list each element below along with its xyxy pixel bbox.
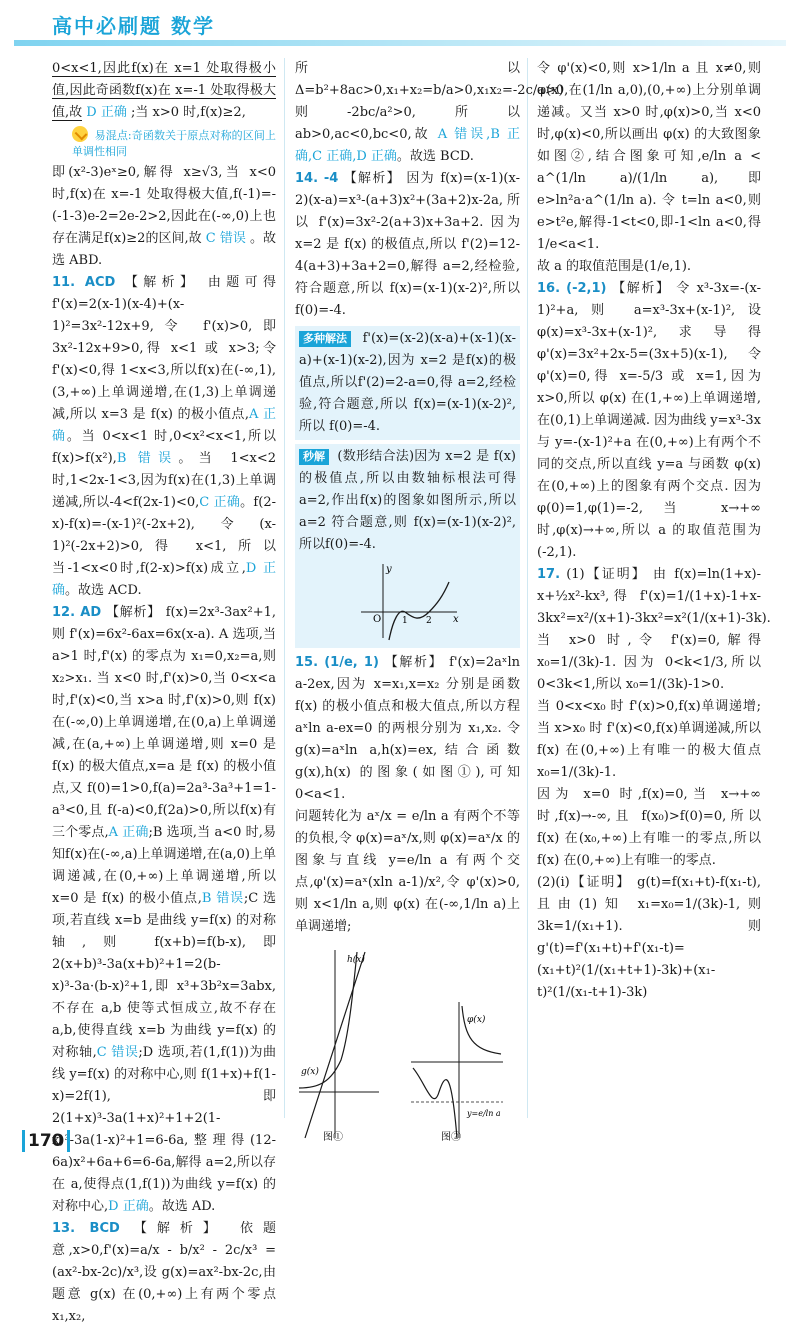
q15-paragraph-2: 问题转化为 aˣ/x = e/ln a 有两个不等的负根,令 φ(x)=aˣ/x,则 φ(x)=aˣ/x 的图象与直线 y=e/ln a 有两个交点,φ'(x)=aˣ(xln a-1)/x²,令 φ'(x)>0,则 x<1/ln a,则 φ(x) 在(-∞,1/ln a)上单调递增; [295,809,520,934]
analysis-label: 【解析】 [124,275,199,290]
proof-label: (2)(i)【证明】 [537,875,632,890]
page-header [14,6,786,54]
answer-tag: A 错误,B 正确,C 正确,D 正确 [295,127,520,164]
quick-method-badge: 秒解 [299,449,329,465]
q17-paragraph-2: 当 x>0 时,令 f'(x)=0,解得 x₀=1/(3k)-1. 因为 0<k<1/3,所以 0<3k<1,所以 x₀=1/(3k)-1>0. [537,633,761,692]
column-3 [537,58,771,1128]
quick-solution-box: 秒解 (数形结合法)因为 x=2 是 f(x) 的极值点,所以由数轴标根法可得 a=2,作出f(x)的图象如图所示,所以 a=2 符合题意,则 f(x)=(x-1)(x-2)²,所以f(0)=-4. y x O 1 2 [295,444,520,648]
q15-conclusion: 故 a 的取值范围是(1/e,1). [537,259,692,274]
answer-tag: D 正确 [86,105,127,120]
q11-solution: 11. ACD 【解析】 由题可得 f'(x)=2(x-1)(x-4)+(x-1)²=3x²-12x+9,令 f'(x)>0,即 3x²-12x+9>0,得 x<1 或 x>3;令 f'(x)<0,得 1<x<3,所以f(x)在(-∞,1),(3,+∞)上单调递增,在(1,3)上单调递减,所以 x=3 是 f(x) 的极小值点,A 正确。当 0<x<1 时,0<x²<x<1,所以 f(x)>f(x²),B 错误。当 1<x<2 时,1<2x-1<3,因为f(x)在(1,3)上单调递减,所以-4<f(2x-1)<0,C 正确。f(2-x)-f(x)=-(x-1)²(-2x+2),令(x-1)²(-2x+2)>0,得 x<1,所以当-1<x<0时,f(2-x)>f(x)成立,D 正确。故选 ACD. [52,275,277,598]
figure-1 [295,942,383,1142]
q15-solution: 15. (1/e, 1) 【解析】 f'(x)=2aˣln a-2ex,因为 x=x₁,x=x₂ 分别是函数 f(x) 的极小值点和极大值点,所以方程 aˣln a-ex=0 的两根分别为 x₁,x₂. 令 g(x)=aˣln a,h(x)=ex,结合函数 g(x),h(x) 的图象(如图①),可知 0<a<1. [295,655,520,802]
tick-label: 1 [401,616,408,626]
analysis-label: 【解析】 [384,655,444,670]
q17-part-2: (2)(i)【证明】 g(t)=f(x₁+t)-f(x₁-t),且由(1)知 x₁=x₀=1/(3k)-1,则 3k=1/(x₁+1). 则 g'(t)=f'(x₁+t)+f'(x₁-t)=(x₁+t)²(1/(x₁+t+1)-3k)+(x₁-t)²(1/(x₁-t+1)-3k) [537,875,761,1000]
q14-solution: 14. -4 【解析】 因为 f(x)=(x-1)(x-2)(x-a)=x³-(a+3)x²+(3a+2)x-2a,所以 f'(x)=3x²-2(a+3)x+3a+2. 因为 x=2 是 f(x) 的极值点,所以 f'(2)=12-4(a+3)+3a+2=0,解得 a=2,经检验,符合题意,所以 f(x)=(x-1)(x-2)²,所以 f(0)=-4. [295,171,521,318]
question-number: 17. [537,567,561,582]
question-number: 14. -4 [295,171,339,186]
analysis-label: 【解析】 [612,281,671,296]
axis-label-x: x [452,614,459,625]
column-divider [284,58,285,1118]
q10-paragraph-2: 即(x²-3)eˣ≥0,解得 x≥√3,当 x<0 时,f(x)在 x=-1 处取得极大值,f(-1)=-(-1-3)e-2=2e-2>2,因此在(-∞,0)上也存在满足f(x)≥2的区间,故 C 错误 。故选 ABD. [52,165,276,268]
answer-tag: C 错误 [96,1045,139,1060]
q17-paragraph-3: 当 0<x<x₀ 时 f'(x)>0,f(x)单调递增;当 x>x₀ 时 f'(x)<0,f(x)单调递减,所以 f(x) 在(0,+∞)上有唯一的极大值点 x₀=1/(3k)-1. [537,699,761,780]
function-curve [389,582,449,640]
phi-right-branch [462,1006,501,1054]
question-number: 12. AD [52,605,102,620]
line-label: y=e/ln a [467,1109,501,1118]
answer-tag: C 正确 [199,495,241,510]
h-label: h(x) [347,955,365,965]
q17-paragraph-4: 因为 x=0 时,f(x)=0,当 x→+∞ 时,f(x)→-∞,且 f(x₀)>f(0)=0,所以 f(x) 在(x₀,+∞)上有唯一的零点,所以 f(x) 在(0,+∞)上有唯一的零点. [537,787,761,868]
analysis-label: 【解析】 [133,1221,226,1236]
question-number: 15. (1/e, 1) [295,655,379,670]
g-label: g(x) [301,1067,319,1077]
figures-row [295,942,520,1152]
q10-continued: 0<x<1,因此f(x)在 x=1 处取得极小值,因此奇函数f(x)在 x=-1 处取得极大值,故 D 正确 ;当 x>0 时,f(x)≥2, [52,61,276,120]
column-1 [52,58,277,1324]
book-title: 高中必刷题 数学 [52,14,215,38]
alt-method-badge: 多种解法 [299,331,351,347]
q16-solution: 16. (-2,1) 【解析】 令 x³-3x=-(x-1)²+a,则 a=x³-3x+(x-1)²,设 φ(x)=x³-3x+(x-1)²,求导得 φ'(x)=3x²+2x-5=(3x+5)(x-1),令 φ'(x)=0,得 x=-5/3 或 x=1,因为 x>0,所以 φ(x) 在(1,+∞)上单调递增,在(0,1)上单调递减. 因为曲线 y=x³-3x 与 y=-(x-1)²+a 在(0,+∞)上有两个不同的交点,所以直线 y=a 与函数 φ(x) 在(0,+∞)上的图象有两个交点. 因为 φ(0)=1,φ(1)=-2,当 x→+∞ 时,φ(x)→+∞,所以 a 的取值范围为(-2,1). [537,281,761,560]
page-number: 170 [22,1130,70,1152]
question-number: 11. ACD [52,275,116,290]
q12-solution: 12. AD 【解析】 f(x)=2x³-3ax²+1,则 f'(x)=6x²-6ax=6x(x-a). A 选项,当 a>1 时,f'(x) 的零点为 x₁=0,x₂=a,则 x₂>x₁. 当 x<0 时,f'(x)>0,当 0<x<a 时,f'(x)<0,当 x>a 时,f'(x)>0,则 f(x) 在(-∞,0)上单调递增,在(0,a)上单调递减,在(a,+∞)上单调递增,则 x=0 是 f(x) 的极大值点,x=a 是 f(x) 的极小值点,又 f(0)=1>0,f(a)=2a³-3a³+1=1-a³<0,且 f(-a)<0,f(2a)>0,所以f(x)有三个零点,A 正确;B 选项,当 a<0 时,易知f(x)在(-∞,a)上单调递增,在(a,0)上单调递减,在(0,+∞)上单调递增,所以 x=0 是 f(x) 的极小值点,B 错误;C 选项,若直线 x=b 是曲线 y=f(x) 的对称轴,则 f(x+b)=f(b-x),即 2(x+b)³-3a(x+b)²+1=2(b-x)³-3a·(b-x)²+1,即 x³+3b²x=3abx,不存在 a,b 使等式恒成立,故不存在 a,b,使得直线 x=b 为曲线 y=f(x) 的对称轴,C 错误;D 选项,若(1,f(1))为曲线 y=f(x) 的对称中心,则 f(1+x)+f(1-x)=2f(1),即 2(1+x)³-3a(1+x)²+1+2(1-x)³-3a(1-x)²+1=6-6a,整理得(12-6a)x²+6a+6=6-6a,解得 a=2,所以存在 a,使得点(1,f(1))为曲线 y=f(x) 的对称中心,D 正确。故选 AD. [52,605,277,1214]
q15-continued: 令 φ'(x)<0,则 x>1/ln a 且 x≠0,则 φ(x) 在(1/ln a,0),(0,+∞)上分别单调递减。又当 x>0 时,φ(x)>0,当 x<0 时,φ(x)<0,所以画出 φ(x) 的大致图象如图②,结合图象可知,e/ln a < a^(1/ln a)/(1/ln a),即 e>ln²a·a^(1/ln a). 令 t=ln a<0,则 e>t²e,解得-1<t<0,即-1<ln a<0,得 1/e<a<1. [537,61,761,252]
proof-label: (1)【证明】 [566,567,647,582]
tip-icon [72,126,88,142]
figure-caption: 图① [323,1132,343,1143]
cubic-graph [353,560,463,642]
q13-solution: 13. BCD 【解析】 依题意,x>0,f'(x)=a/x - b/x² - 2c/x³ = (ax²-bx-2c)/x³,设 g(x)=ax²-bx-2c,由题意 g(x) 在(0,+∞)上有两个零点 x₁,x₂, [52,1221,276,1324]
analysis-label: 【解析】 [106,605,161,620]
tick-label: 2 [425,616,432,626]
q13-continued: 所以 Δ=b²+8ac>0,x₁+x₂=b/a>0,x₁x₂=-2c/a>0,则-2bc/a²>0,所以 ab>0,ac<0,bc<0,故 A 错误,B 正确,C 正确,D 正确。故选 BCD. [295,61,569,164]
analysis-label: 【解析】 [343,171,401,186]
header-decor-bar [14,40,786,46]
question-number: 16. (-2,1) [537,281,607,296]
phi-left-branch [413,1068,457,1138]
answer-tag: D 正确 [52,561,276,598]
figure-caption: 图② [441,1132,461,1143]
answer-tag: A 正确 [52,407,276,444]
phi-label: φ(x) [467,1015,486,1025]
figure-2 [407,942,507,1142]
answer-tag: B 错误 [116,451,179,466]
alternative-solution-box: 多种解法 f'(x)=(x-2)(x-a)+(x-1)(x-a)+(x-1)(x-2),因为 x=2 是f(x)的极值点,所以f'(2)=2-a=0,得 a=2,经检验,符合题意,所以 f(x)=(x-1)(x-2)²,所以 f(0)=-4. [295,326,520,440]
q17-solution: 17. (1)【证明】 由 f(x)=ln(1+x)-x+½x²-kx³,得 f'(x)=1/(1+x)-1+x-3kx²=x²/(x+1)-3kx²=x²(1/(x+1)-3k). [537,567,771,626]
origin-label: O [372,614,381,625]
axis-label-y: y [385,564,392,575]
question-number: 13. BCD [52,1221,120,1236]
answer-tag: B 错误 [201,891,244,906]
column-divider [527,58,528,1118]
answer-tag: D 正确 [108,1199,149,1214]
tip-note: 易混点:奇函数关于原点对称的区间上单调性相同 [52,126,276,160]
answer-tag: A 正确 [108,825,149,840]
answer-tag: C 错误 [205,231,246,246]
